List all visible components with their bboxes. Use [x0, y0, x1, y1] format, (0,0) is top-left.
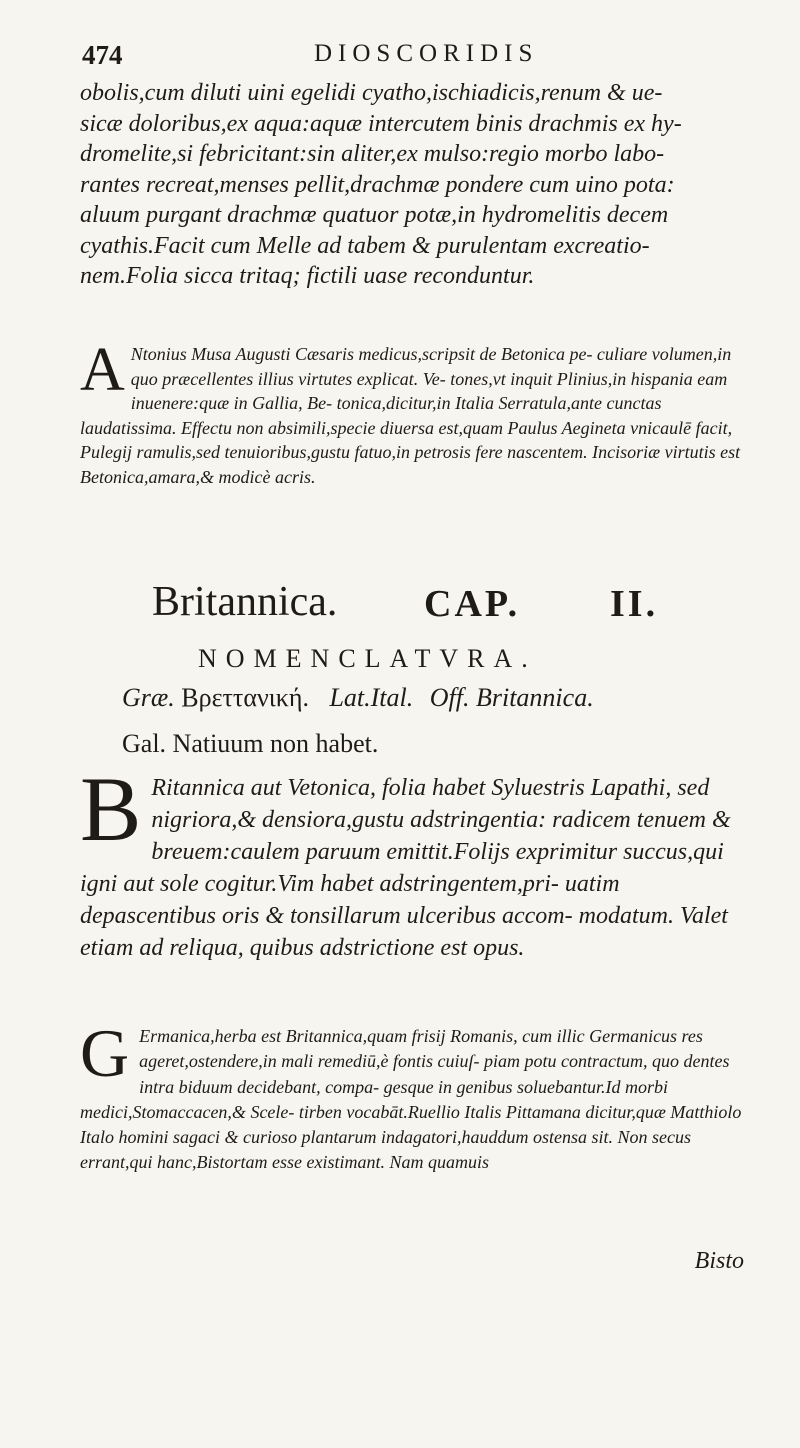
- off-label: Off.: [429, 683, 470, 712]
- page-number: 474: [82, 40, 123, 70]
- text-line: sicæ doloribus,ex aqua:aquæ intercutem binis drachmis ex hy-: [80, 110, 682, 137]
- nomenclatura-heading: NOMENCLATVRA.: [198, 644, 537, 673]
- nomenclature-line: [122, 683, 594, 713]
- description-paragraph: [80, 758, 745, 964]
- text-line: nem.Folia sicca tritaq; fictili uase reconduntur.: [80, 263, 535, 289]
- commentary-text: Ntonius Musa Augusti Cæsaris medicus,scripsit de Betonica pe- culiare volumen,in quo præcellentes illius virtutes explicat. Ve- tones,vt inquit Plinius,in hispania eam inuenere:quæ in Gallia, Be- tonica,dicitur,in Italia Serratula,ante cunctas laudatissima. Effectu non absimili,specie diuersa est,quam Paulus Aegineta vnicaulē facit, Pulegij ramulis,sed tenuioribus,gustu fatuo,in petrosis fere nascentem. Incisoriæ virtutis est Betonica,amara,& modicè acris.: [80, 344, 741, 487]
- grae-label: Græ.: [122, 683, 175, 712]
- chapter-cap-label: CAP.: [424, 583, 521, 625]
- drop-cap: G: [80, 1015, 130, 1091]
- text-line: rantes recreat,menses pellit,drachmæ pondere cum uino pota:: [80, 171, 675, 198]
- catchword: Bisto: [694, 1248, 744, 1274]
- drop-cap: B: [80, 758, 142, 860]
- chapter-heading: [152, 578, 712, 634]
- greek-name: Βρεττανική.: [181, 683, 309, 712]
- drop-cap: A: [80, 336, 125, 404]
- description-text: Ritannica aut Vetonica, folia habet Syluestris Lapathi, sed nigriora,& densiora,gustu adstringentia: radicem tenuem & breuem:caulem paruum emittit.Folijs exprimitur succus,qui igni aut sole cogitur.Vim habet adstringentem,pri- uatim depascentibus oris & tonsillarum ulceribus accom- modatum. Valet etiam ad reliqua, quibus adstrictione est opus.: [80, 775, 731, 961]
- commentary-antonius: [80, 336, 745, 489]
- commentary-germanica: [80, 1015, 745, 1176]
- running-title: DIOSCORIDIS: [314, 40, 539, 67]
- text-line: obolis,cum diluti uini egelidi cyatho,ischiadicis,renum & ue-: [80, 80, 663, 106]
- gal-line: Gal. Natiuum non habet.: [122, 729, 379, 758]
- chapter-title: Britannica.: [152, 579, 338, 625]
- text-line: dromelite,si febricitant:sin aliter,ex mulso:regio morbo labo-: [80, 141, 665, 167]
- text-line: aluum purgant drachmæ quatuor potæ,in hydromelitis decem: [80, 202, 669, 228]
- chapter-number: II.: [610, 583, 659, 625]
- latin-name: Britannica.: [475, 683, 594, 712]
- lat-ital-label: Lat.Ital.: [329, 683, 414, 712]
- paragraph-continued: [80, 78, 745, 292]
- commentary-text: Ermanica,herba est Britannica,quam frisij Romanis, cum illic Germanicus res ageret,ostendere,in mali remediū,è fontis cuiuſ- piam potu contractum, quo dentes intra biduum decidebant, compa- gesque in genibus soluebantur.Id morbi medici,Stomaccacen,& Scele- tirben vocabāt.Ruellio Italis Pittamana dicitur,quæ Matthiolo Italo homini sagaci & curioso plantarum indagatori,hauddum ostensa sit. Non secus errant,qui hanc,Bistortam esse existimant. Nam quamuis: [80, 1026, 742, 1173]
- page-header: [82, 36, 740, 76]
- text-line: cyathis.Facit cum Melle ad tabem & purulentam excreatio-: [80, 232, 650, 259]
